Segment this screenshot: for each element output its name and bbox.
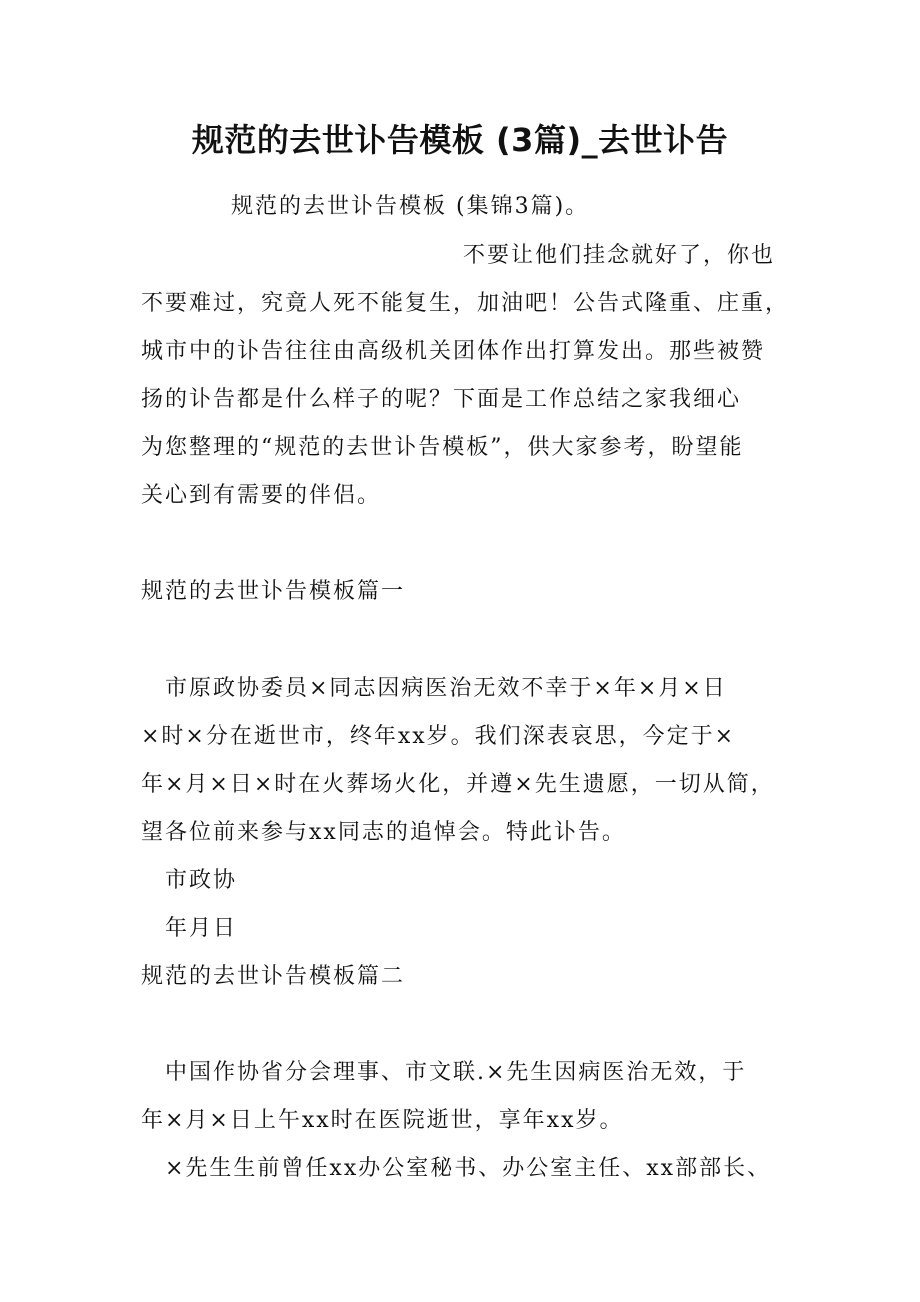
section-1-heading: 规范的去世讣告模板篇一: [141, 579, 406, 604]
section-2-heading: 规范的去世讣告模板篇二: [141, 964, 406, 989]
section-2-line-2: 年×月×日上午xx时在医院逝世，享年xx岁。: [141, 1108, 624, 1133]
section-1-signature: 市政协: [165, 868, 238, 893]
intro-line-2: 不要难过，究竟人死不能复生，加油吧！公告式隆重、庄重，: [141, 291, 790, 316]
intro-line-1: 不要让他们挂念就好了，你也: [463, 243, 776, 268]
section-1-line-3: 年×月×日×时在火葬场火化，并遵×先生遗愿，一切从简，: [141, 772, 775, 797]
intro-line-6: 关心到有需要的伴侣。: [141, 483, 382, 508]
section-1-line-1: 市原政协委员×同志因病医治无效不幸于×年×月×日: [165, 676, 727, 701]
document-subtitle: 规范的去世讣告模板 (集锦3篇)。: [231, 194, 590, 219]
section-1-line-2: ×时×分在逝世市，终年xx岁。我们深表哀思，今定于×: [141, 724, 736, 749]
section-2-line-1: 中国作协省分会理事、市文联.×先生因病医治无效，于: [165, 1060, 747, 1085]
document-title: 规范的去世讣告模板 (3篇)_去世讣告: [191, 121, 729, 159]
section-1-date: 年月日: [165, 916, 238, 941]
section-2-line-3: ×先生生前曾任xx办公室秘书、办公室主任、xx部部长、: [165, 1156, 772, 1181]
section-1-line-4: 望各位前来参与xx同志的追悼会。特此讣告。: [141, 820, 626, 845]
intro-line-4: 扬的讣告都是什么样子的呢？下面是工作总结之家我细心: [141, 387, 742, 412]
intro-line-3: 城市中的讣告往往由高级机关团体作出打算发出。那些被赞: [141, 339, 766, 364]
intro-line-5: 为您整理的“规范的去世讣告模板”，供大家参考，盼望能: [141, 435, 744, 460]
